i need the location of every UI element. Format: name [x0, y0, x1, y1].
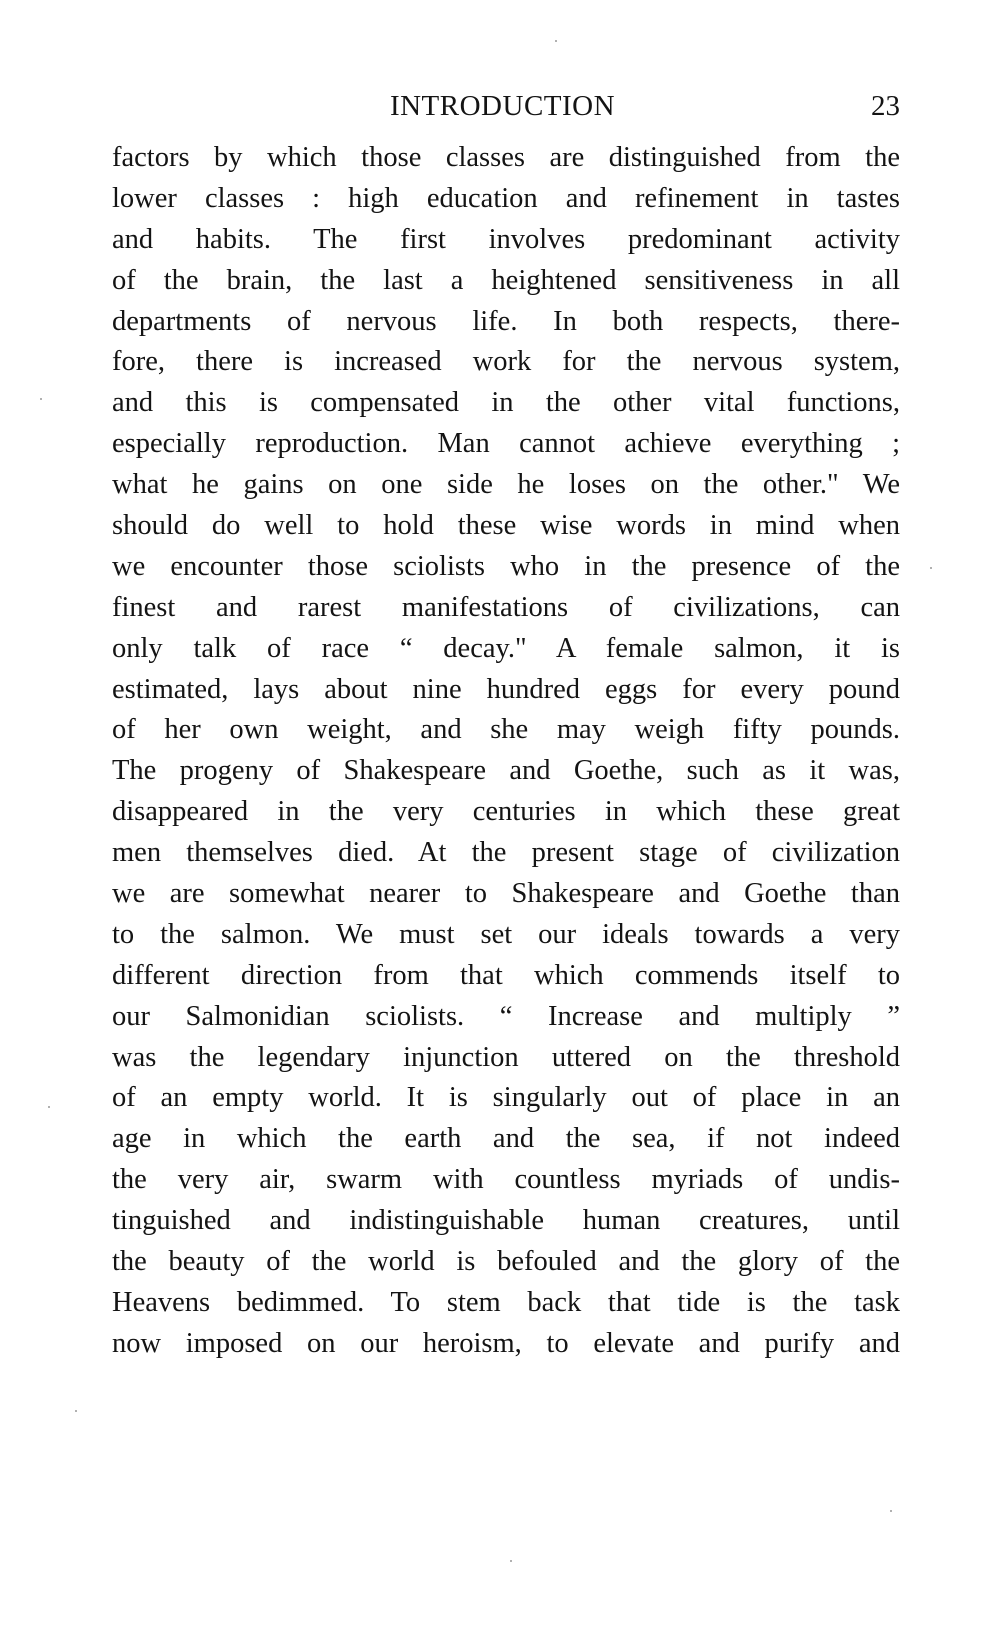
text-line: factors by which those classes are distinguished from the	[112, 142, 900, 173]
text-line: and this is compensated in the other vital functions,	[112, 387, 900, 419]
scan-speck	[890, 1510, 892, 1512]
text-line: now imposed on our heroism, to elevate and purify and	[112, 1327, 900, 1359]
page-number: 23	[871, 90, 900, 122]
body-text	[112, 138, 900, 1365]
scan-speck	[75, 1410, 77, 1412]
text-line: estimated, lays about nine hundred eggs for every pound	[112, 673, 900, 705]
text-line: Heavens bedimmed. To stem back that tide is the task	[112, 1286, 900, 1318]
text-line: the very air, swarm with countless myriads of undis-	[112, 1164, 900, 1196]
text-line: of her own weight, and she may weigh fifty pounds.	[112, 714, 900, 746]
text-line: lower classes : high education and refinement in tastes	[112, 182, 900, 214]
scan-speck	[48, 1106, 50, 1108]
text-line: our Salmonidian sciolists. “ Increase and multiply ”	[112, 1000, 900, 1032]
text-line: finest and rarest manifestations of civilizations, can	[112, 591, 900, 623]
running-head	[110, 86, 900, 126]
text-line: should do well to hold these wise words in mind when	[112, 510, 900, 542]
text-line: fore, there is increased work for the nervous system,	[112, 346, 900, 378]
text-line: what he gains on one side he loses on the other." We	[112, 469, 900, 501]
scan-speck	[930, 567, 932, 569]
text-line: The progeny of Shakespeare and Goethe, such as it was,	[112, 755, 900, 787]
text-line: men themselves died. At the present stage of civilization	[112, 837, 900, 869]
text-line: and habits. The first involves predominant activity	[112, 223, 900, 255]
text-line: was the legendary injunction uttered on the threshold	[112, 1041, 900, 1073]
text-line: disappeared in the very centuries in which these great	[112, 796, 900, 828]
scan-speck	[40, 398, 42, 400]
text-line: departments of nervous life. In both respects, there-	[112, 305, 900, 337]
text-line: the beauty of the world is befouled and the glory of the	[112, 1246, 900, 1278]
text-line: of the brain, the last a heightened sensitiveness in all	[112, 264, 900, 296]
text-line: we encounter those sciolists who in the presence of the	[112, 550, 900, 582]
text-line: age in which the earth and the sea, if not indeed	[112, 1123, 900, 1155]
text-line: to the salmon. We must set our ideals towards a very	[112, 918, 900, 950]
text-line: tinguished and indistinguishable human creatures, until	[112, 1205, 900, 1237]
text-line: different direction from that which commends itself to	[112, 959, 900, 991]
text-line: especially reproduction. Man cannot achieve everything ;	[112, 428, 900, 460]
text-line: of an empty world. It is singularly out of place in an	[112, 1082, 900, 1114]
text-line: only talk of race “ decay." A female salmon, it is	[112, 632, 900, 664]
scan-speck	[555, 40, 557, 42]
running-title: INTRODUCTION	[389, 90, 616, 122]
text-line: we are somewhat nearer to Shakespeare and Goethe than	[112, 878, 900, 910]
scan-speck	[510, 1560, 512, 1562]
